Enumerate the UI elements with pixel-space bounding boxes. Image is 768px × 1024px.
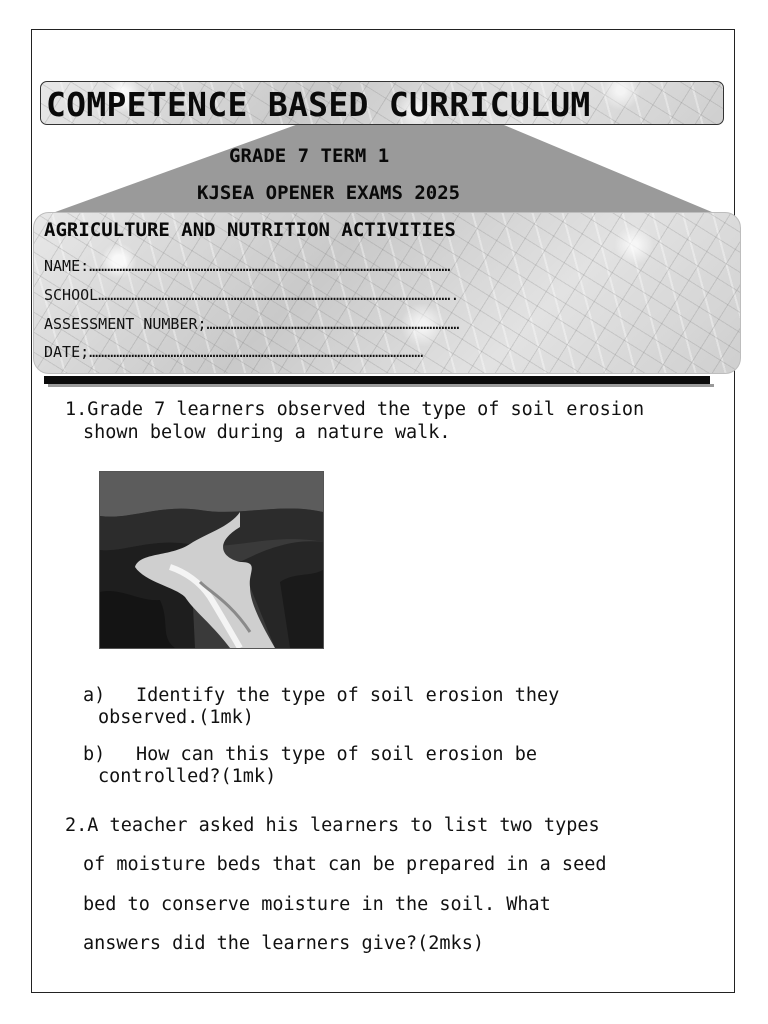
q1b-label: b)	[83, 744, 106, 765]
date-field[interactable]: DATE;…………………………………………………………………………………………………	[44, 343, 424, 361]
school-field[interactable]: SCHOOL……………………………………………………………………………………………………….	[44, 286, 460, 304]
q1b-line-1: How can this type of soil erosion be	[136, 744, 537, 765]
gully-erosion-photo	[100, 472, 323, 648]
subject-title: AGRICULTURE AND NUTRITION ACTIVITIES	[44, 219, 456, 241]
q2-line-2: of moisture beds that can be prepared in a seed	[83, 854, 607, 875]
name-field[interactable]: NAME:…………………………………………………………………………………………………………	[44, 257, 451, 275]
q1-line-1: 1.Grade 7 learners observed the type of soil erosion	[65, 399, 645, 420]
divider-shadow	[48, 384, 714, 387]
gully-erosion-image-icon	[100, 472, 323, 648]
q1a-line-1: Identify the type of soil erosion they	[136, 685, 560, 706]
q1-line-2: shown below during a nature walk.	[83, 422, 451, 443]
q1b-line-2: controlled?(1mk)	[98, 766, 277, 787]
q2-line-4: answers did the learners give?(2mks)	[83, 933, 484, 954]
q1a-label: a)	[83, 685, 106, 706]
exam-title: KJSEA OPENER EXAMS 2025	[197, 182, 461, 204]
banner-title: COMPETENCE BASED CURRICULUM	[46, 85, 591, 124]
assessment-number-field[interactable]: ASSESSMENT NUMBER;…………………………………………………………………………	[44, 315, 460, 333]
divider-rule	[44, 376, 710, 384]
curriculum-banner	[40, 81, 724, 125]
q2-line-1: 2.A teacher asked his learners to list two types	[65, 815, 600, 836]
grade-term: GRADE 7 TERM 1	[229, 145, 390, 167]
q1a-line-2: observed.(1mk)	[98, 707, 254, 728]
q2-line-3: bed to conserve moisture in the soil. What	[83, 894, 551, 915]
